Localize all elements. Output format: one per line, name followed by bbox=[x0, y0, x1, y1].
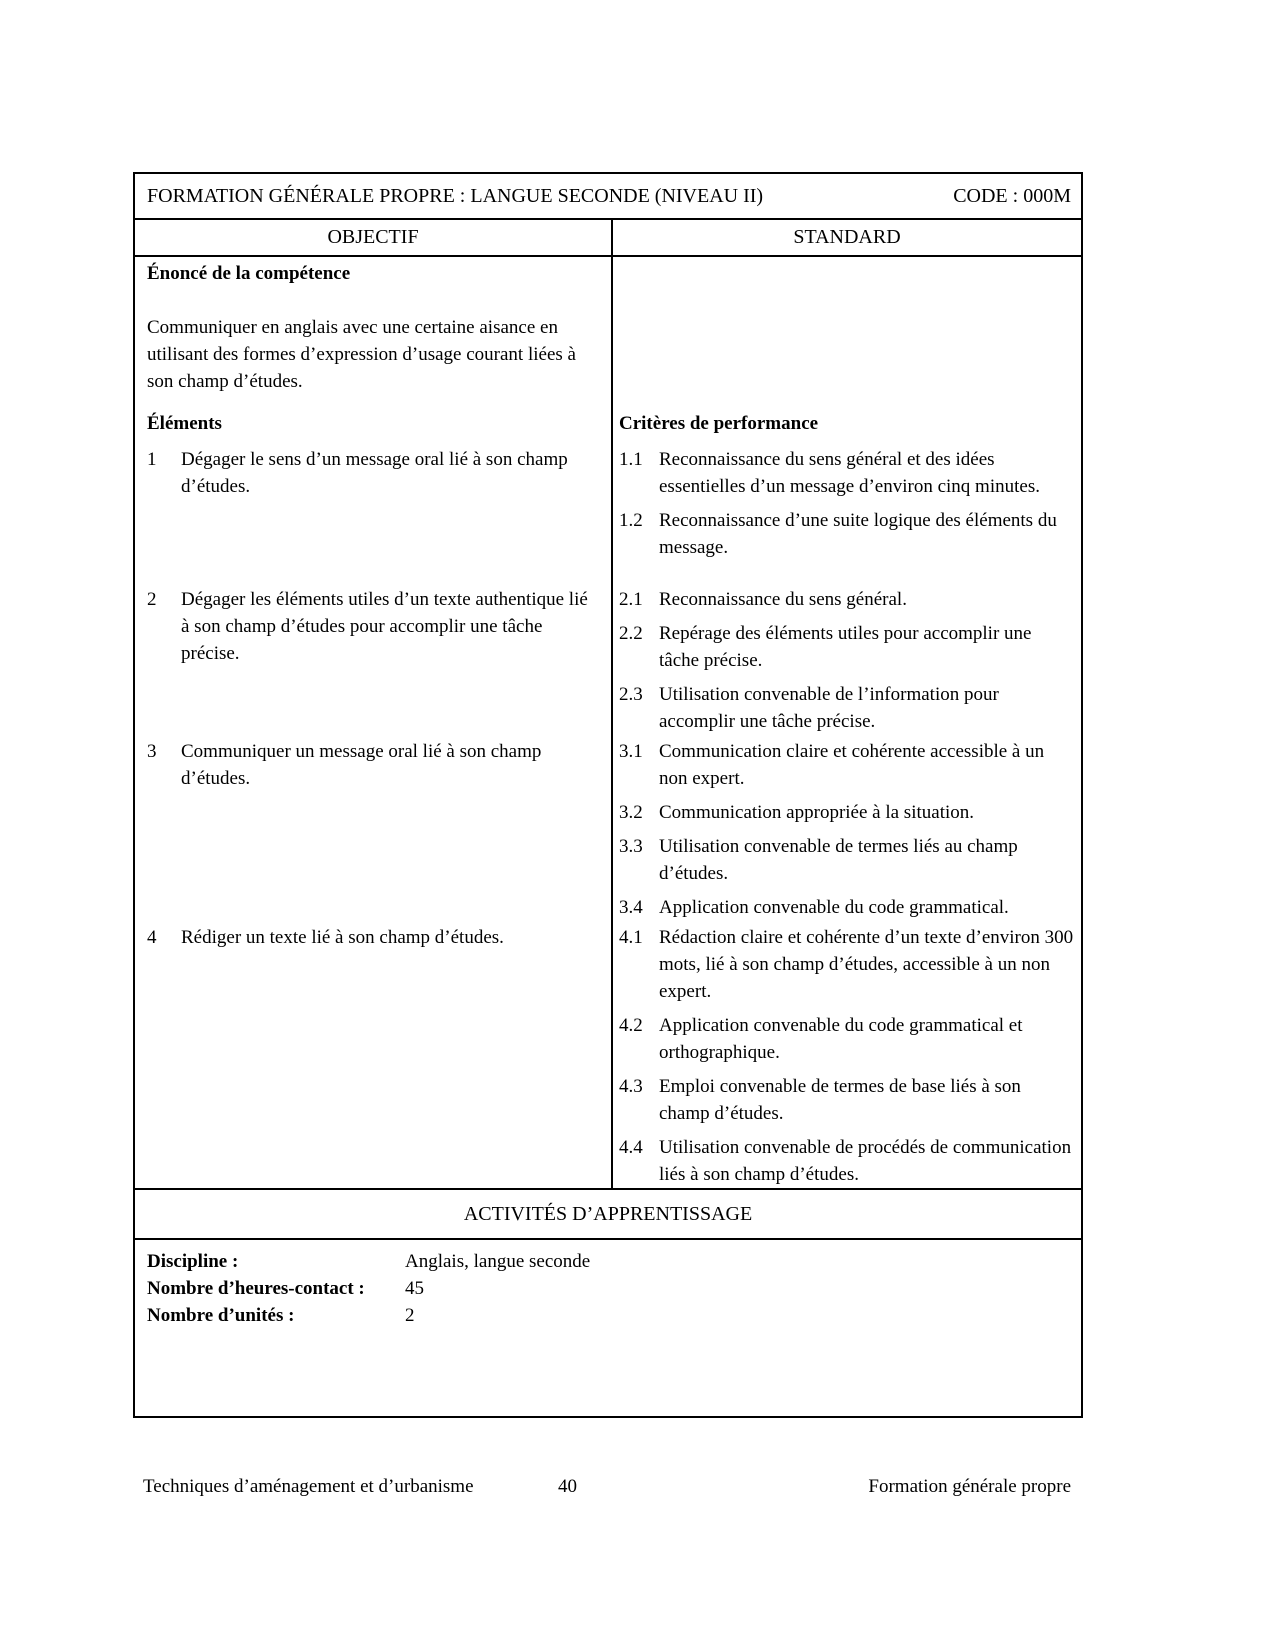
unites-label: Nombre d’unités : bbox=[147, 1305, 295, 1326]
criterion-text: Utilisation convenable de termes liés au champ d’études. bbox=[659, 836, 1018, 884]
criterion-number: 4.4 bbox=[619, 1137, 643, 1158]
element-number: 4 bbox=[147, 927, 157, 948]
column-header-standard: STANDARD bbox=[793, 226, 901, 248]
criterion-number: 3.2 bbox=[619, 802, 643, 823]
column-header-row bbox=[135, 220, 1081, 257]
discipline-value: Anglais, langue seconde bbox=[405, 1251, 591, 1272]
heures-contact-label: Nombre d’heures-contact : bbox=[147, 1278, 365, 1299]
criterion-text: Reconnaissance du sens général. bbox=[659, 589, 907, 610]
enonce-row bbox=[135, 257, 1081, 407]
criterion-item-4-3 bbox=[619, 1073, 1075, 1127]
criterion-item-3-4 bbox=[619, 894, 1075, 921]
footer-page-number: 40 bbox=[558, 1476, 577, 1497]
criterion-item-3-3 bbox=[619, 833, 1075, 887]
criterion-text: Communication claire et cohérente accessible à un non expert. bbox=[659, 741, 1045, 789]
discipline-label: Discipline : bbox=[147, 1251, 239, 1272]
criterion-text: Communication appropriée à la situation. bbox=[659, 802, 975, 823]
detail-row-heures-contact bbox=[147, 1275, 1069, 1302]
criterion-text: Application convenable du code grammatical. bbox=[659, 897, 1009, 918]
criterion-number: 4.2 bbox=[619, 1015, 643, 1036]
criterion-number: 1.1 bbox=[619, 449, 643, 470]
criterion-item-4-1 bbox=[619, 924, 1075, 1005]
document-table bbox=[133, 172, 1083, 1418]
elements-heading: Éléments bbox=[147, 413, 222, 434]
heures-contact-value: 45 bbox=[405, 1278, 424, 1299]
criterion-text: Reconnaissance du sens général et des idées essentielles d’un message d’environ cinq minutes. bbox=[659, 449, 1040, 497]
column-header-objectif: OBJECTIF bbox=[135, 220, 613, 255]
criterion-number: 4.1 bbox=[619, 927, 643, 948]
criterion-number: 3.3 bbox=[619, 836, 643, 857]
footer-section-name: Formation générale propre bbox=[868, 1476, 1071, 1497]
criterion-text: Repérage des éléments utiles pour accomplir une tâche précise. bbox=[659, 623, 1032, 671]
detail-row-discipline bbox=[147, 1248, 1069, 1275]
footer-program-name: Techniques d’aménagement et d’urbanisme bbox=[143, 1476, 474, 1497]
objective-group-4 bbox=[135, 921, 1081, 1188]
objective-group-1 bbox=[135, 443, 1081, 583]
criterion-item-3-1 bbox=[619, 738, 1075, 792]
detail-row-unites bbox=[147, 1302, 1069, 1329]
criterion-item-2-2 bbox=[619, 620, 1075, 674]
element-item-1 bbox=[147, 446, 599, 500]
criterion-text: Reconnaissance d’une suite logique des éléments du message. bbox=[659, 510, 1057, 558]
enonce-heading: Énoncé de la compétence bbox=[147, 263, 351, 284]
objective-group-3 bbox=[135, 735, 1081, 921]
criterion-item-3-2 bbox=[619, 799, 1075, 826]
page-footer bbox=[133, 1476, 1083, 1506]
element-item-2 bbox=[147, 586, 599, 667]
table-title: FORMATION GÉNÉRALE PROPRE : LANGUE SECONDE (NIVEAU II) bbox=[147, 184, 764, 207]
criteres-heading: Critères de performance bbox=[619, 413, 819, 434]
criterion-number: 2.2 bbox=[619, 623, 643, 644]
enonce-body: Communiquer en anglais avec une certaine aisance en utilisant des formes d’expression d’usage courant liées à son champ d’études. bbox=[147, 317, 576, 392]
element-text: Dégager les éléments utiles d’un texte authentique lié à son champ d’études pour accomplir une tâche précise. bbox=[181, 589, 588, 664]
criterion-number: 3.1 bbox=[619, 741, 643, 762]
criterion-text: Rédaction claire et cohérente d’un texte d’environ 300 mots, lié à son champ d’études, accessible à un non expert. bbox=[659, 927, 1074, 1002]
criterion-text: Emploi convenable de termes de base liés à son champ d’études. bbox=[659, 1076, 1021, 1124]
criterion-number: 4.3 bbox=[619, 1076, 643, 1097]
criterion-item-4-4 bbox=[619, 1134, 1075, 1188]
element-item-3 bbox=[147, 738, 599, 792]
element-text: Rédiger un texte lié à son champ d’études. bbox=[181, 927, 504, 948]
criterion-text: Application convenable du code grammatical et orthographique. bbox=[659, 1015, 1023, 1063]
element-item-4 bbox=[147, 924, 599, 951]
objective-group-2 bbox=[135, 583, 1081, 735]
element-number: 2 bbox=[147, 589, 157, 610]
table-title-row bbox=[135, 174, 1081, 220]
criterion-number: 1.2 bbox=[619, 510, 643, 531]
activities-details bbox=[135, 1240, 1081, 1416]
enonce-cell bbox=[135, 257, 613, 407]
criterion-item-1-2 bbox=[619, 507, 1075, 561]
criterion-number: 2.3 bbox=[619, 684, 643, 705]
criterion-number: 2.1 bbox=[619, 589, 643, 610]
enonce-empty-cell bbox=[613, 257, 1081, 407]
element-text: Communiquer un message oral lié à son champ d’études. bbox=[181, 741, 542, 789]
criterion-text: Utilisation convenable de procédés de communication liés à son champ d’études. bbox=[659, 1137, 1072, 1185]
criterion-number: 3.4 bbox=[619, 897, 643, 918]
criterion-item-2-1 bbox=[619, 586, 1075, 613]
criterion-item-1-1 bbox=[619, 446, 1075, 500]
element-text: Dégager le sens d’un message oral lié à son champ d’études. bbox=[181, 449, 568, 497]
element-number: 3 bbox=[147, 741, 157, 762]
element-number: 1 bbox=[147, 449, 157, 470]
section-headings-row bbox=[135, 407, 1081, 443]
criterion-text: Utilisation convenable de l’information pour accomplir une tâche précise. bbox=[659, 684, 999, 732]
course-code: CODE : 000M bbox=[953, 184, 1071, 207]
activities-heading-row bbox=[135, 1188, 1081, 1240]
unites-value: 2 bbox=[405, 1305, 415, 1326]
activities-heading: ACTIVITÉS D’APPRENTISSAGE bbox=[463, 1202, 753, 1225]
criterion-item-2-3 bbox=[619, 681, 1075, 735]
criterion-item-4-2 bbox=[619, 1012, 1075, 1066]
